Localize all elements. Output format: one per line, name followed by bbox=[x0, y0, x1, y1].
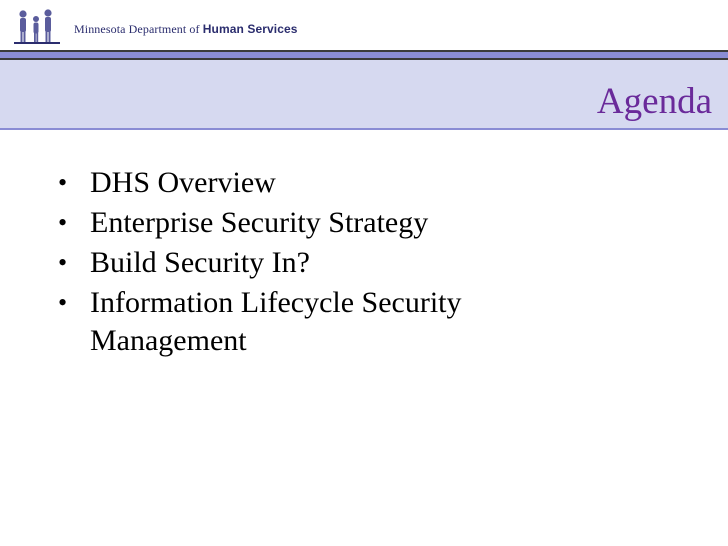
slide-title: Agenda bbox=[596, 81, 712, 122]
org-prefix: Minnesota Department of bbox=[74, 21, 200, 36]
org-name: Human Services bbox=[202, 21, 298, 36]
bullet-dot: • bbox=[58, 288, 68, 317]
agenda-item bbox=[56, 164, 526, 202]
dhs-logo bbox=[14, 8, 298, 44]
agenda-item-text: Enterprise Security Strategy bbox=[90, 206, 429, 239]
title-band-underline bbox=[0, 128, 728, 130]
agenda-item bbox=[56, 244, 526, 282]
agenda-item-text: Information Lifecycle Security Management bbox=[90, 286, 462, 357]
family-figures-icon bbox=[14, 8, 60, 44]
agenda-item bbox=[56, 204, 526, 242]
agenda-item bbox=[56, 284, 526, 360]
agenda-item-text: DHS Overview bbox=[90, 166, 276, 199]
agenda-list bbox=[56, 164, 526, 362]
bullet-dot: • bbox=[58, 248, 68, 277]
title-band-bar bbox=[0, 50, 728, 60]
organization-name bbox=[74, 22, 298, 37]
bullet-dot: • bbox=[58, 208, 68, 237]
agenda-item-text: Build Security In? bbox=[90, 246, 310, 279]
bullet-dot: • bbox=[58, 168, 68, 197]
